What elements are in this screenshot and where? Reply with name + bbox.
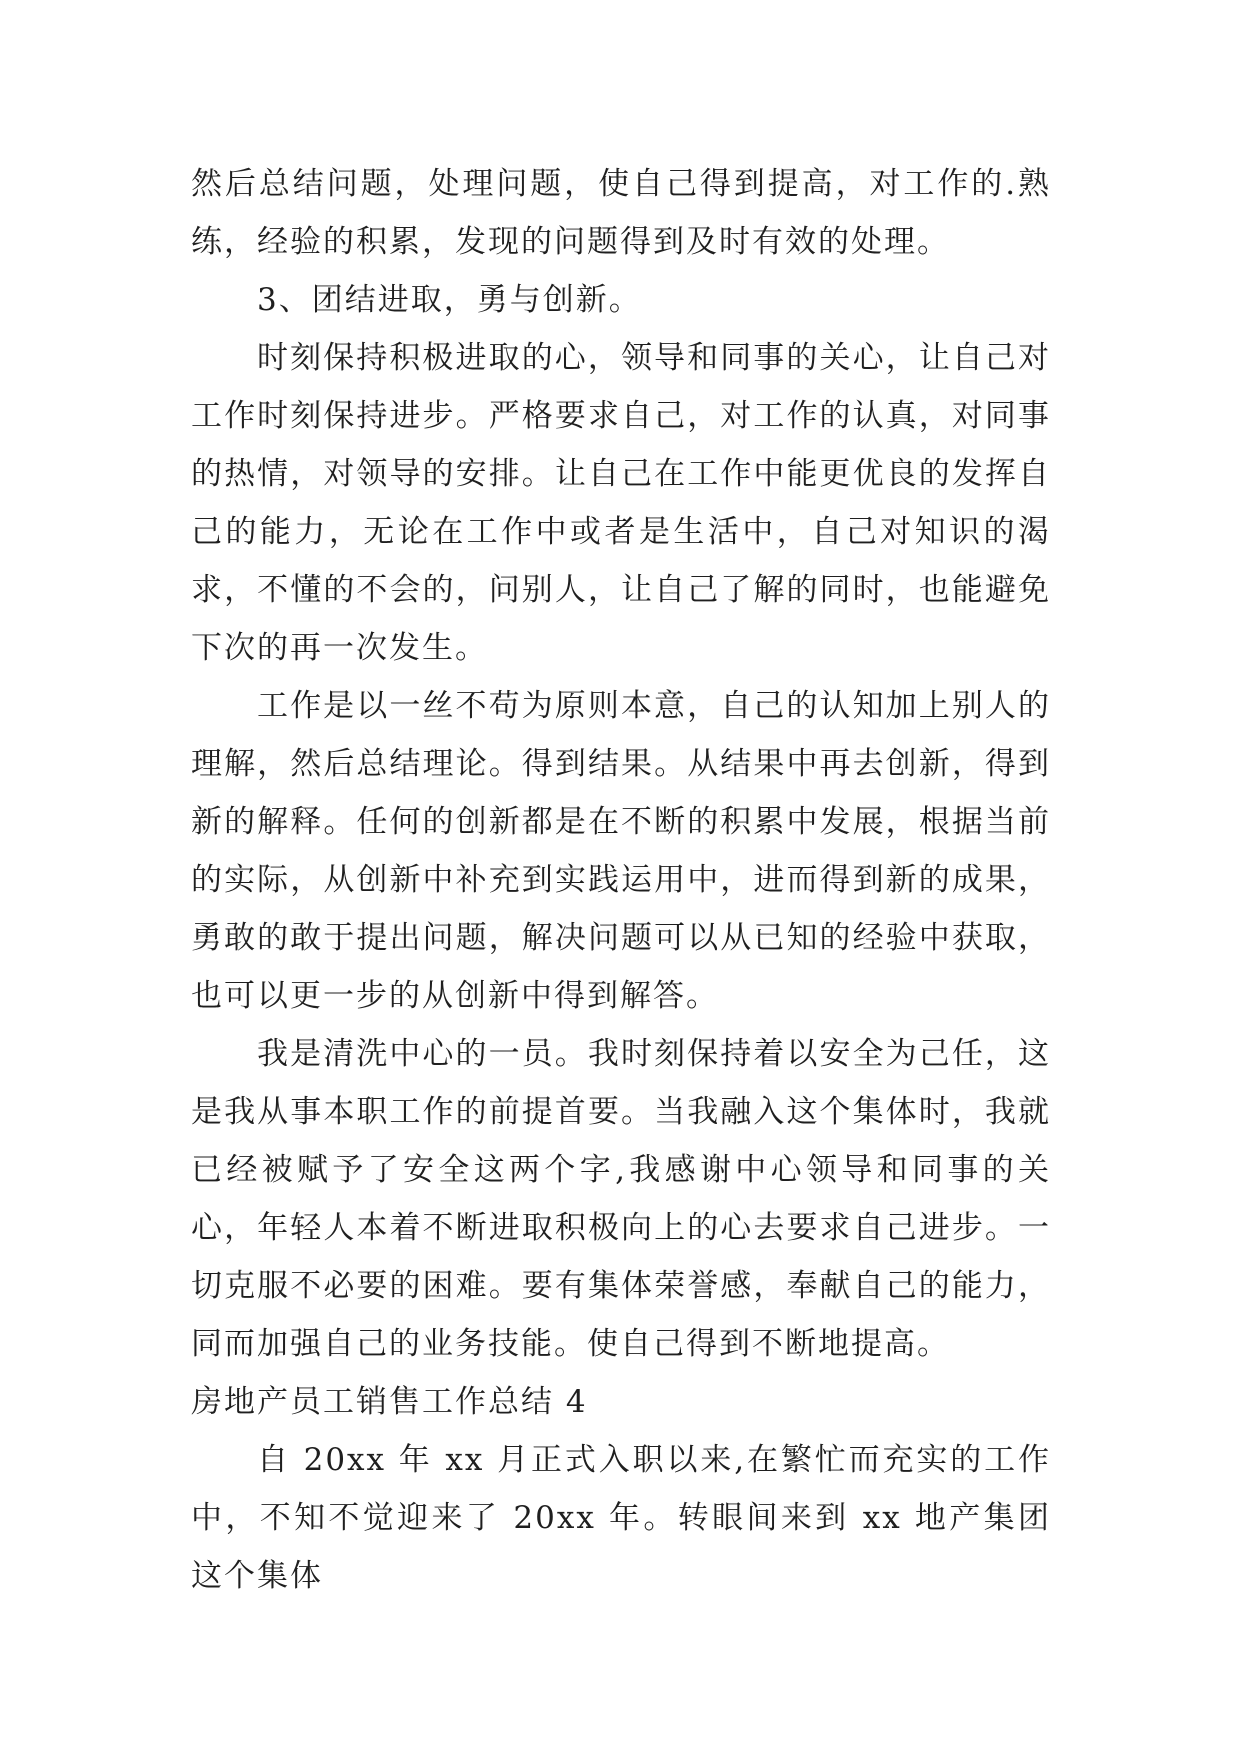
paragraph-progress: 时刻保持积极进取的心，领导和同事的关心，让自己对工作时刻保持进步。严格要求自己，对工作的认真，对同事的热情，对领导的安排。让自己在工作中能更优良的发挥自己的能力，无论在工作中或者是生活中，自己对知识的渴求，不懂的不会的，问别人，让自己了解的同时，也能避免下次的再一次发生。 — [191, 340, 1051, 666]
paragraph-safety: 我是清洗中心的一员。我时刻保持着以安全为己任，这是我从事本职工作的前提首要。当我融入这个集体时，我就已经被赋予了安全这两个字,我感谢中心领导和同事的关心，年轻人本着不断进取积极向上的心去要求自己进步。一切克服不必要的困难。要有集体荣誉感，奉献自己的能力，同而加强自己的业务技能。使自己得到不断地提高。 — [191, 1036, 1051, 1362]
section-title: 房地产员工销售工作总结 4 — [191, 1384, 588, 1420]
paragraph-continuation: 然后总结问题，处理问题，使自己得到提高，对工作的.熟练，经验的积累，发现的问题得到及时有效的处理。 — [191, 166, 1051, 260]
paragraph-innovation: 工作是以一丝不苟为原则本意，自己的认知加上别人的理解，然后总结理论。得到结果。从结果中再去创新，得到新的解释。任何的创新都是在不断的积累中发展，根据当前的实际，从创新中补充到实践运用中，进而得到新的成果，勇敢的敢于提出问题，解决问题可以从已知的经验中获取，也可以更一步的从创新中得到解答。 — [191, 688, 1051, 1014]
paragraph-intro: 自 20xx 年 xx 月正式入职以来,在繁忙而充实的工作中，不知不觉迎来了 20xx 年。转眼间来到 xx 地产集团这个集体 — [191, 1442, 1051, 1594]
paragraph-item-3-heading: 3、团结进取，勇与创新。 — [257, 282, 642, 318]
document-body — [191, 155, 1051, 1605]
